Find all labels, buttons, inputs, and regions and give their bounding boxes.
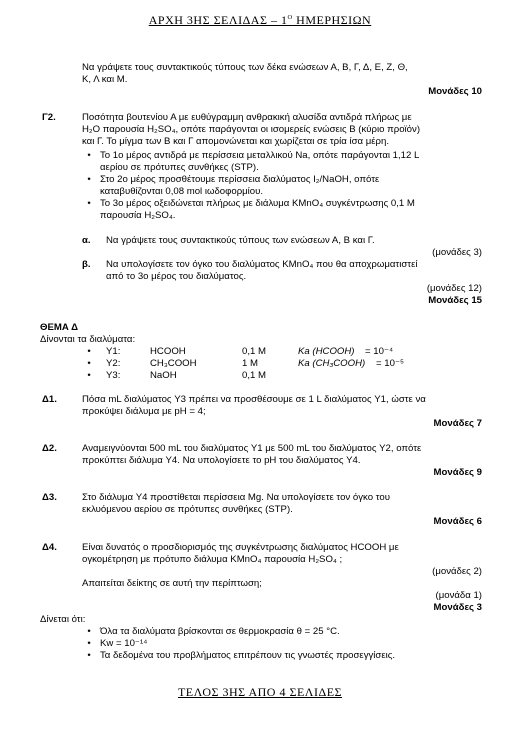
footer-text: ΤΕΛΟΣ 3ΗΣ ΑΠΟ 4 ΣΕΛΙΔΕΣ xyxy=(177,685,343,699)
g2-bullet-1-line2: αερίου σε πρότυπες συνθήκες (STP). xyxy=(100,162,259,173)
given-item-2: Kw = 10⁻¹⁴ xyxy=(100,638,148,649)
d4-marks-2: (μονάδα 1) xyxy=(435,590,482,601)
bullet-icon: • xyxy=(87,358,91,369)
solution-y1-formula: HCOOH xyxy=(150,346,186,357)
d4-line1: Είναι δυνατός ο προσδιορισμός της συγκέντρωσης διαλύματος HCOOH με xyxy=(82,542,399,553)
given-item-1: Όλα τα διαλύματα βρίσκονται σε θερμοκρασία θ = 25 °C. xyxy=(100,626,340,637)
solution-y2-ka-value: = 10⁻⁵ xyxy=(376,358,404,369)
d3-text xyxy=(82,492,482,516)
g2-bullet-3 xyxy=(100,198,482,222)
g1-tail-text xyxy=(82,62,482,86)
bullet-icon: • xyxy=(87,626,91,637)
d4-total-marks: Μονάδες 3 xyxy=(433,602,482,613)
solution-y3-conc: 0,1 M xyxy=(242,370,266,381)
d1-line1: Πόσα mL διαλύματος Y3 πρέπει να προσθέσουμε σε 1 L διαλύματος Y1, ώστε να xyxy=(82,394,426,405)
d2-line2: προκύπτει διάλυμα Y4. Να υπολογίσετε το pH του διαλύματος Y4. xyxy=(82,455,361,466)
header-text: ΑΡΧΗ 3ΗΣ ΣΕΛΙΔΑΣ – 1 xyxy=(148,13,288,27)
solution-y2-conc: 1 M xyxy=(242,358,258,369)
solution-y3-name: Y3: xyxy=(106,370,121,381)
bullet-icon: • xyxy=(87,150,91,161)
g2-bullet-1 xyxy=(100,150,482,174)
bullet-icon: • xyxy=(87,650,91,661)
d4-text xyxy=(82,542,482,566)
d4-marks-1: (μονάδες 2) xyxy=(432,566,482,577)
g2-a-label: α. xyxy=(82,235,91,246)
d4-line3: Απαιτείται δείκτης σε αυτή την περίπτωση; xyxy=(82,578,262,589)
g2-bullet-1-line1: Το 1ο μέρος αντιδρά με περίσσεια μεταλλικού Na, οπότε παράγονται 1,12 L xyxy=(100,150,420,161)
bullet-icon: • xyxy=(87,346,91,357)
g2-bullet-3-line2: παρουσία H₂SO₄. xyxy=(100,210,176,221)
solution-y1-ka-label: Ka (HCOOH) xyxy=(298,346,355,357)
g2-b-line2: από το 3ο μέρος του διαλύματος. xyxy=(106,271,247,282)
solution-y1-name: Y1: xyxy=(106,346,121,357)
g1-marks: Μονάδες 10 xyxy=(428,86,482,97)
given-item-3: Τα δεδομένα του προβλήματος επιτρέπουν τις γνωστές προσεγγίσεις. xyxy=(100,650,396,661)
bullet-icon: • xyxy=(87,638,91,649)
d2-text xyxy=(82,443,482,467)
g1-tail-line2: Κ, Λ και Μ. xyxy=(82,74,128,85)
page-header xyxy=(0,14,520,26)
g2-bullet-3-line1: Το 3ο μέρος οξειδώνεται πλήρως με διάλυμα KMnO₄ συγκέντρωσης 0,1 M xyxy=(100,198,415,209)
d3-line1: Στο διάλυμα Y4 προστίθεται περίσσεια Mg. Να υπολογίσετε τον όγκο του xyxy=(82,492,390,503)
d4-line2: ογκομέτρηση με πρότυπο διάλυμα KMnO₄ παρουσία H₂SO₄ ; xyxy=(82,554,343,565)
g2-intro-line3: και Γ. Το μίγμα των Β και Γ απομονώνεται και χωρίζεται σε τρία ίσα μέρη. xyxy=(82,136,390,147)
bullet-icon: • xyxy=(87,370,91,381)
givens-title: Δίνεται ότι: xyxy=(40,614,86,625)
theme-given: Δίνονται τα διαλύματα: xyxy=(40,334,136,345)
g2-bullet-2-line2: καταβυθίζονται 0,08 mol ιωδοφορμίου. xyxy=(100,186,264,197)
page-footer xyxy=(0,686,520,698)
d3-line2: εκλυόμενου αερίου σε πρότυπες συνθήκες (STP). xyxy=(82,504,293,515)
g2-b-text xyxy=(106,259,482,283)
g2-intro-line1: Ποσότητα βουτενίου Α με ευθύγραμμη ανθρακική αλυσίδα αντιδρά πλήρως με xyxy=(82,112,412,123)
g2-intro xyxy=(82,112,482,148)
theme-title: ΘΕΜΑ Δ xyxy=(40,322,78,333)
solution-y1-ka-value: = 10⁻⁴ xyxy=(365,346,394,357)
g2-a-text: Να γράψετε τους συντακτικούς τύπους των ενώσεων Α, Β και Γ. xyxy=(106,235,375,246)
solution-y3-formula: NaOH xyxy=(150,370,177,381)
g2-bullet-2-line1: Στο 2ο μέρος προσθέτουμε περίσσεια διαλύματος I₂/NaOH, οπότε xyxy=(100,174,380,185)
header-text-end: ΗΜΕΡΗΣΙΩΝ xyxy=(292,13,372,27)
d3-marks: Μονάδες 6 xyxy=(433,516,482,527)
g2-b-marks: (μονάδες 12) xyxy=(426,283,482,294)
d3-label: Δ3. xyxy=(42,492,57,503)
solution-y2-ka-label: Ka (CH₃COOH) xyxy=(298,358,366,369)
g2-bullet-2 xyxy=(100,174,482,198)
d1-line2: προκύψει διάλυμα με pH = 4; xyxy=(82,406,206,417)
d1-marks: Μονάδες 7 xyxy=(433,418,482,429)
d2-label: Δ2. xyxy=(42,443,57,454)
g2-b-line1: Να υπολογίσετε τον όγκο του διαλύματος KMnO₄ που θα αποχρωματιστεί xyxy=(106,259,418,270)
d1-label: Δ1. xyxy=(42,394,57,405)
header-sup: Ο xyxy=(287,14,293,21)
g2-total-marks: Μονάδες 15 xyxy=(428,295,482,306)
d2-marks: Μονάδες 9 xyxy=(433,467,482,478)
g1-tail-line1: Να γράψετε τους συντακτικούς τύπους των δέκα ενώσεων Α, Β, Γ, Δ, Ε, Ζ, Θ, xyxy=(82,62,408,73)
d2-line1: Αναμειγνύονται 500 mL του διαλύματος Y1 με 500 mL του διαλύματος Y2, οπότε xyxy=(82,443,422,454)
solution-y1-conc: 0,1 M xyxy=(242,346,266,357)
d1-text xyxy=(82,394,482,418)
g2-label: Γ2. xyxy=(42,112,56,123)
solution-y2-formula: CH₃COOH xyxy=(150,358,197,369)
bullet-icon: • xyxy=(87,174,91,185)
g2-intro-line2: Η₂Ο παρουσία Η₂SO₄, οπότε παράγονται οι ισομερείς ενώσεις Β (κύριο προϊόν) xyxy=(82,124,421,135)
d4-label: Δ4. xyxy=(42,542,57,553)
g2-b-label: β. xyxy=(82,259,91,270)
solution-y2-name: Y2: xyxy=(106,358,121,369)
bullet-icon: • xyxy=(87,198,91,209)
g2-a-marks: (μονάδες 3) xyxy=(432,247,482,258)
